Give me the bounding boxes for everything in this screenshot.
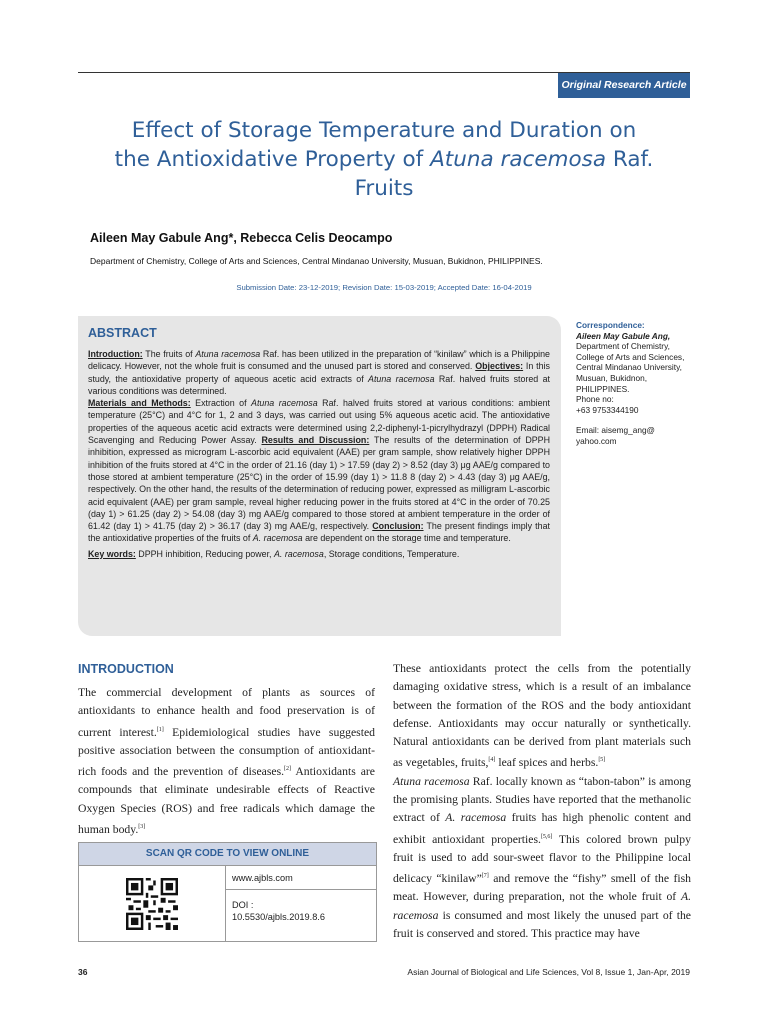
abstract-body: Introduction: The fruits of Atuna racemosa Raf. has been utilized in the preparation of “kinilaw” which is a Philippine delicacy. However, not the whole fruit is consumed and the unused part is stored and conserved. Objectives: In this study, the antioxidative property of aqueous acetic acid extracts of Atuna racemosa Raf. halved fruits stored at various conditions was determined. Materials and Methods: Extraction of Atuna racemosa Raf. halved fruits stored at various conditions: ambient temperature (25°C) and 4°C for 1, 2 and 3 days, was carried out using 5% aqueous acetic acid. The antioxidative properties of the aqueous acetic acid extracts were determined using 2,2-diphenyl-1-picrylhydrazyl (DPPH) Radical Scavenging and Reducing Power Assay. Results and Discussion: The results of the determination of DPPH inhibition, expressed as microgram L-ascorbic acid equivalent (AAE) per gram sample, show relatively higher DPPH inhibition of the fruits stored at 4°C in the order of 21.16 (day 1) > 17.59 (day 2) > 8.52 (day 3) μg AAE/g compared to those stored at ambient temperature (25°C) in the order of 15.99 (day 1) > 11.8 8 (day 2) > 4.43 (day 3) μg AAE/g, respectively. On the other hand, the results of the determination of reducing power, expressed as milligram L-ascorbic acid equivalent (AAE) per gram sample, reveal higher reducing power in the fruits stored at 4°C in the order of 70.25 (day 1) > 61.25 (day 2) > 54.08 (day 3) mg AAE/g compared to those stored at ambient temperature in the order of 61.42 (day 1) > 41.75 (day 2) > 36.17 (day 3) mg AAE/g, respectively. Conclusion: The present findings imply that the antioxidative properties of the fruits of A. racemosa are dependent on the storage time and temperature. Key words: DPPH inhibition, Reducing power, A. racemosa, Storage conditions, Temperature. [88,349,550,559]
page-number: 36 [78,967,88,977]
abstract-box [78,316,561,636]
affiliation: Department of Chemistry, College of Arts and Sciences, Central Mindanao University, Musuan, Bukidnon, PHILIPPINES. [90,256,543,266]
journal-citation: Asian Journal of Biological and Life Sciences, Vol 8, Issue 1, Jan-Apr, 2019 [407,967,690,977]
submission-dates: Submission Date: 23-12-2019; Revision Date: 15-03-2019; Accepted Date: 16-04-2019 [236,283,532,292]
phone-number: +63 9753344190 [576,404,639,415]
abstract-heading: ABSTRACT [88,326,157,340]
title-line-2: the Antioxidative Property of Atuna racemosa Raf. [114,147,654,172]
qr-code-icon[interactable] [126,878,178,930]
title-line-1: Effect of Storage Temperature and Duration on [131,118,637,143]
correspondence-name: Aileen May Gabule Ang, [576,330,671,341]
doi-cell [226,891,376,923]
journal-url[interactable]: www.ajbls.com [226,866,376,890]
label-keywords: Key words: [88,548,136,559]
label-conclusion: Conclusion: [372,521,424,532]
right-column-text [393,660,691,943]
correspondence-label: Correspondence: [576,320,645,330]
introduction-heading: INTRODUCTION [78,662,174,676]
label-objectives: Objectives: [475,361,524,372]
qr-code-box [78,842,377,942]
qr-heading: SCAN QR CODE TO VIEW ONLINE [79,843,376,866]
correspondence-address: Department of Chemistry, College of Arts and Sciences, Central Mindanao University, Musuan, Bukidnon, PHILIPPINES. [576,341,685,394]
title-line-3: Fruits [354,176,414,201]
article-type-badge: Original Research Article [558,73,690,98]
left-column-text: The commercial development of plants as sources of antioxidants to enhance health and food preservation is of current interest.[1] Epidemiological studies have suggested positive association between the consumption of antioxidant-rich foods and the prevention of diseases.[2] Antioxidants are compounds that eliminate undesirable effects of Reactive Oxygen Species (ROS) and free radicals which damage the human body.[3] [78,686,375,836]
label-methods: Materials and Methods: [88,398,191,409]
email-line-1: Email: aisemg_ang@ [576,425,655,436]
label-introduction: Introduction: [88,349,143,359]
article-title [60,116,708,203]
label-results: Results and Discussion: [261,435,370,446]
paragraph-atuna: Atuna racemosa Raf. locally known as “tabon-tabon” is among the promising plants. Studies have reported that the methanolic extract of A. racemosa fruits has high phenolic content and exhibit antioxidant properties.[5,6] This colored brown pulpy fruit is used to add sour-sweet flavor to the Philippine local delicacy “kinilaw”[7] and remove the “fishy” smell of the fish meat. However, during preparation, not the whole fruit of A. racemosa is consumed and most likely the unused part of the fruit is conserved and stored. This practice may have [393,774,691,940]
correspondence-block [576,320,696,447]
email-line-2: yahoo.com [576,435,617,446]
author-list: Aileen May Gabule Ang*, Rebecca Celis Deocampo [90,231,393,245]
phone-label: Phone no: [576,394,614,405]
qr-code-cell [79,866,226,941]
doi-label: DOI : [232,900,254,910]
doi-value[interactable]: 10.5530/ajbls.2019.8.6 [232,912,325,922]
paragraph-antioxidants: These antioxidants protect the cells from the potentially damaging oxidative stress, which is a result of an imbalance between the formation of the ROS and the body antioxidant defense. Antioxidants may occur naturally or synthetically. Natural antioxidants can be derived from plant materials such as vegetables, fruits,[4] leaf spices and herbs.[5] [393,662,691,770]
